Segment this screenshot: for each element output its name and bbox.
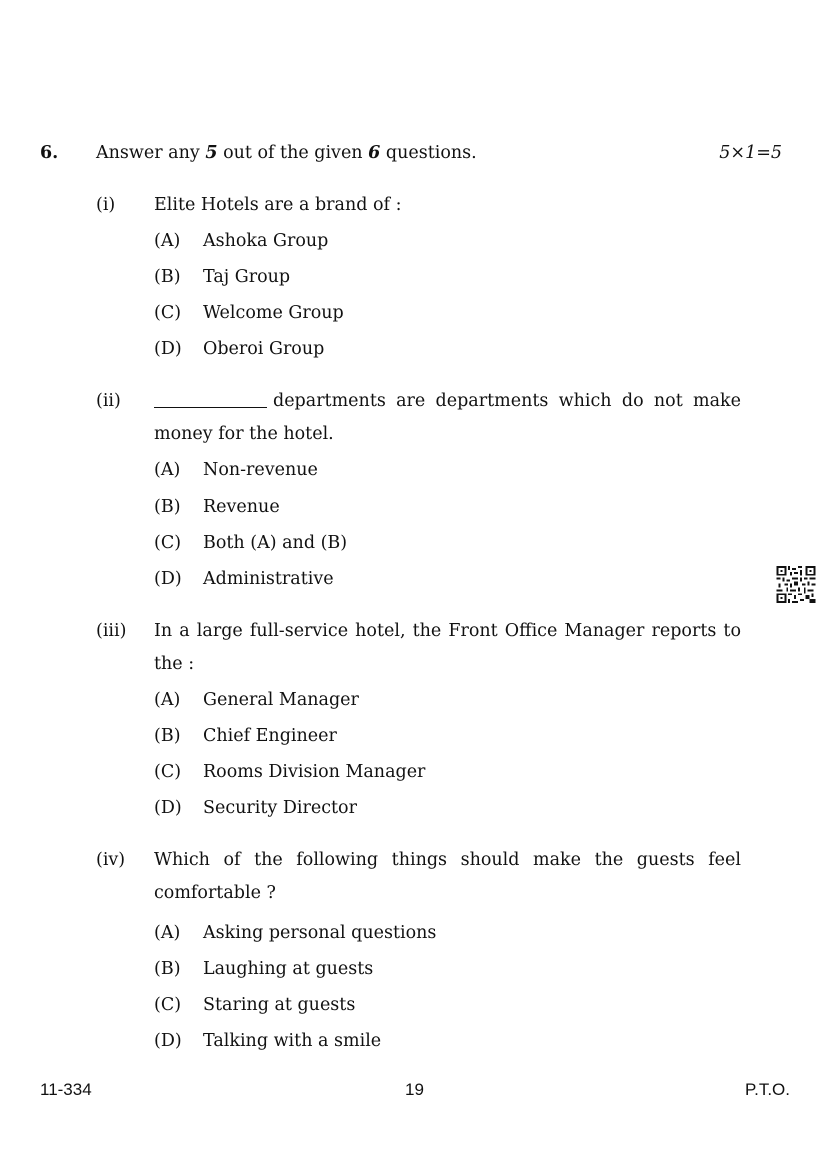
option-text: Welcome Group (203, 303, 344, 323)
option-label: (B) (154, 497, 181, 517)
option-label: (C) (154, 762, 182, 782)
option-text: Non-revenue (203, 460, 318, 480)
option-label: (D) (154, 1031, 182, 1051)
instruction-total: 6 (368, 143, 381, 163)
subquestion-line1: Which of the following things should make the guests feel (154, 850, 741, 870)
subquestion-line2: comfortable ? (154, 883, 276, 903)
option-text: Revenue (203, 497, 280, 517)
option-label: (A) (154, 690, 181, 710)
option-label: (A) (154, 231, 181, 251)
instruction-post: questions. (380, 143, 477, 163)
subquestion-line2: the : (154, 654, 195, 674)
option-text: General Manager (203, 690, 359, 710)
option-text: Laughing at guests (203, 959, 374, 979)
option-text: Asking personal questions (203, 923, 437, 943)
subquestion-label: (ii) (96, 391, 121, 411)
option-text: Chief Engineer (203, 726, 337, 746)
subquestion-label: (iii) (96, 621, 127, 641)
option-text: Staring at guests (203, 995, 356, 1015)
instruction-count: 5 (205, 143, 218, 163)
option-text: Administrative (203, 569, 334, 589)
option-label: (C) (154, 995, 182, 1015)
option-text: Rooms Division Manager (203, 762, 426, 782)
option-label: (C) (154, 533, 182, 553)
question-number: 6. (40, 143, 59, 163)
paper-code: 11-334 (40, 1080, 92, 1099)
subquestion-line1: departments are departments which do not make (273, 391, 741, 411)
option-text: Taj Group (203, 267, 291, 287)
option-label: (B) (154, 726, 181, 746)
instruction-mid: out of the given (217, 143, 369, 163)
subquestion-label: (iv) (96, 850, 126, 870)
option-text: Security Director (203, 798, 357, 818)
subquestion-line1: In a large full-service hotel, the Front Office Manager reports to (154, 621, 741, 641)
subquestion-text: Elite Hotels are a brand of : (154, 195, 402, 215)
fill-in-blank (154, 407, 267, 408)
option-text: Talking with a smile (203, 1031, 382, 1051)
pto-label: P.T.O. (744, 1080, 790, 1099)
question-instruction (96, 143, 477, 163)
marks-allocation: 5×1=5 (719, 143, 782, 163)
page-number: 19 (405, 1080, 424, 1099)
option-label: (A) (154, 923, 181, 943)
qr-code-icon (776, 566, 816, 603)
option-text: Both (A) and (B) (203, 533, 348, 553)
option-label: (D) (154, 569, 182, 589)
option-label: (A) (154, 460, 181, 480)
subquestion-text (154, 391, 741, 411)
subquestion-label: (i) (96, 195, 116, 215)
instruction-pre: Answer any (96, 143, 206, 163)
option-label: (C) (154, 303, 182, 323)
option-text: Oberoi Group (203, 339, 325, 359)
option-label: (D) (154, 339, 182, 359)
option-label: (B) (154, 959, 181, 979)
option-label: (B) (154, 267, 181, 287)
subquestion-line2: money for the hotel. (154, 424, 334, 444)
option-text: Ashoka Group (203, 231, 329, 251)
option-label: (D) (154, 798, 182, 818)
